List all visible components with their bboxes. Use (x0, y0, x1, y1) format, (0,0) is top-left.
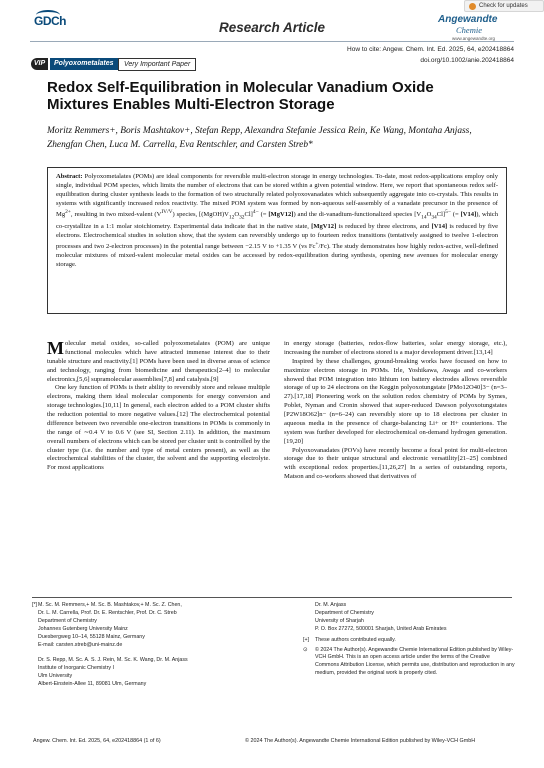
compound-mgv12: [MgV12] (268, 211, 294, 219)
check-updates-label: Check for updates (479, 3, 528, 9)
page-footer-citation: Angew. Chem. Int. Ed. 2025, 64, e202418864 (1 of 6) (33, 738, 161, 744)
abstract-part: ), which co-crystallize in a 1:1 molar stoichiometry. Experimental data indicate that in the native state, (56, 211, 498, 230)
affiliation-line: Dr. M. Anjass (315, 602, 347, 608)
equal-text: These authors contributed equally. (315, 636, 396, 643)
author-list: Moritz Remmers+, Boris Mashtakov+, Stefan Repp, Alexandra Stefanie Jessica Rein, Ke Wang, Montaha Anjass, Zhengfan Chen, Luca M. Carrella, Eva Rentschler, and Carsten Streb* (47, 126, 472, 150)
body-paragraph: One key function of POMs is their ability to reversibly store and release multiple electrons, making them ideal molecular components for energy conversion and storage technologies.[10,11] In general, each electron added to a POM cluster shifts the reduction potential to more negative values.[12] The electrochemical potential difference between two reversible one-electron transitions in POMs is commonly in the range of ∼0.4 V to 0.6 V (see SI, Section 2.11). In addition, the maximum overall numbers of electrons which can be stored per cluster unit is controlled by the cluster type (i.e. the number and type of metal centers present), as well as the electrochemical stabilities of the cluster, the solvent and the supporting electrolyte. For most applications (47, 384, 270, 472)
compound-v14: [V14] (431, 222, 448, 230)
body-paragraph: Polyoxovanadates (POVs) have recently become a focal point for multi-electron storage due to their unique structural and electronic versatility[21–25] combined with exceptional redox properties.[11,26,27] In a series of outstanding reports, Matson and co-workers showed that derivatives of (284, 446, 507, 481)
spacer (38, 649, 288, 657)
paragraph-text: olecular metal oxides, so-called polyoxometalates (POM) are unique functional molecules which have attracted immense interest due to their tunable structure and reactivity.[1] POMs have been used in diverse areas of science and technology, ranging from biomedicine and therapeutics[2–4] to molecular electronics,[5,6] supramolecular assemblies[7,8] and catalysis.[9] (47, 340, 270, 383)
abstract-part: /Fc). The study demonstrates how highly redox-active, well-defined molecular mixtures of mixed-valent molecular metal oxides can be accessed by redox-equilibration during synthesis, opening new avenues for molecular energy storage. (56, 243, 499, 269)
affiliation-line: Duesbergweg 10–14, 55128 Mainz, Germany (38, 633, 145, 640)
abstract-part: is reduced by five electrons. Electrochemical studies in solution show, that the system can reversibly undergo up to fourteen redox transitions (tentatively assigned to twelve 1-electron processes and two 2-electron processes) in the potential range between −2.15 V to +1.35 V (vs Fc (56, 222, 499, 251)
doi-link[interactable]: doi.org/10.1002/anie.202418864 (420, 57, 514, 64)
affiliation-line: Department of Chemistry (315, 609, 374, 616)
abstract-text: Abstract: Polyoxometalates (POMs) are ideal components for reversible multi-electron storage in energy technologies. To-date, most redox-applications employ only single, individual POM species, which limits the number of electrons that can be stored within a given potential window. Here, we report that spontaneous redox self-equilibration during cluster synthesis leads to the formation of two structurally related polyoxovanadates which subsequently aggregate into co-crystals. This results in systems with significantly increased redox reactivity. The mixed POM system was formed by non-aqueous self-assembly of a vanadate precursor in the presence of $Mg^{2+}$, resulting in two mixed-valent $(V^{IV/V})$ species, $[(MgOH)V_{12}O_{32}Cl]^{4-}$ (= [MgV12]) and the di-vanadium-functionalized species $[V_{14}O_{34}Cl]^{5-}$ (= [V14]), which co-crystallize in a 1:1 molar stoichiometry. Experimental data indicate that in the native state, [MgV12] is reduced by three electrons, and [V14] is reduced by five electrons. Electrochemical studies in solution show, that the system can reversibly undergo up to fourteen redox transitions (tentatively assigned to twelve 1-electron processes and two 2-electron processes) in the potential range between −2.15 V to +1.35 V (vs Fc+/Fc). The study demonstrates how highly redox-active, well-defined molecular mixtures of mixed-valent molecular metal oxides can be accessed by redox-equilibration during synthesis, opening new avenues for molecular energy storage. (56, 173, 499, 269)
affiliation-line: Dr. S. Repp, M. Sc. A. S. J. Rein, M. Sc. K. Wang, Dr. M. Anjass (38, 657, 188, 664)
section-tag: Polyoxometalates (50, 58, 118, 70)
abstract-part: (= (450, 211, 461, 219)
section-header-title: Research Article (218, 20, 326, 35)
equal-marker: [+] (303, 636, 310, 643)
journal-brand: Angewandte (438, 14, 498, 25)
drop-cap: M (47, 338, 64, 358)
body-column-right (284, 340, 507, 482)
affiliations-right (303, 602, 515, 678)
license-note (303, 646, 515, 679)
compound-v14: [V14] (460, 211, 477, 219)
abstract-part: ) species, [(MgOH)V (172, 211, 229, 219)
open-access-icon: ⊙ (303, 646, 308, 653)
affiliation-line: Department of Chemistry (38, 617, 97, 624)
body-paragraph (47, 340, 270, 384)
compound-mgv12: [MgV12] (311, 222, 337, 230)
footnote-divider (32, 597, 512, 598)
header-divider (30, 41, 514, 42)
email-link[interactable]: E-mail: carsten.streb@uni-mainz.de (38, 641, 123, 648)
abstract-part: Cl] (244, 211, 253, 219)
equal-contribution-note (303, 636, 515, 645)
abstract-part: is reduced by three electrons, and (336, 222, 432, 230)
important-paper-tag: Very Important Paper (118, 58, 196, 71)
journal-subbrand: Chemie (456, 25, 482, 35)
body-paragraph: in energy storage (batteries, redox-flow batteries, solar energy storage, etc.), increasing the number of electrons stored is a major development driver.[13,14] (284, 340, 507, 356)
affiliation-line: University of Sharjah (315, 617, 364, 624)
abstract-label: Abstract: (56, 173, 83, 180)
gdch-logo: GDCh (34, 14, 66, 28)
body-column-left (47, 340, 270, 473)
affiliation-line: Ulm University (38, 673, 73, 680)
check-for-updates-button[interactable] (464, 0, 544, 12)
abstract-part: (= (258, 211, 269, 219)
vip-badge: VIP (31, 58, 48, 70)
affiliation-line: Johannes Gutenberg University Mainz (38, 625, 128, 632)
affiliation-line: Institute of Inorganic Chemistry I (38, 665, 114, 672)
footnote-marker: [*] (32, 602, 38, 608)
crossmark-icon (469, 3, 476, 10)
article-title: Redox Self-Equilibration in Molecular Vanadium Oxide Mixtures Enables Multi-Electron Storage (47, 79, 434, 113)
abstract-part: Cl] (436, 211, 446, 219)
affiliation-line: P. O. Box 27272, 500001 Sharjah, United Arab Emirates (315, 625, 447, 632)
abstract-part: Polyoxometalates (POMs) are ideal components for reversible multi-electron storage in energy technologies. To-date, most redox-applications employ only single, individual POM species, which limits the number of electrons that can be stored within a given potential window. Here, we report that spontaneous redox self-equilibration during cluster synthesis leads to the formation of two structurally related polyoxovanadates which subsequently aggregate into co-crystals. This results in systems with significantly increased redox reactivity. The mixed POM system was formed by non-aqueous self-assembly of a vanadate precursor in the presence of Mg (56, 173, 498, 219)
affiliation-line: Albert-Einstein-Allee 11, 89081 Ulm, Germany (38, 681, 147, 688)
citation-line: How to cite: Angew. Chem. Int. Ed. 2025, 64, e202418864 (347, 46, 514, 53)
affiliation-line: Dr. L. M. Carrella, Prof. Dr. E. Rentschler, Prof. Dr. C. Streb (38, 609, 177, 616)
page-footer-copyright: © 2024 The Author(s). Angewandte Chemie International Edition published by Wiley-VCH GmbH (245, 738, 476, 744)
body-paragraph: Inspired by these challenges, ground-breaking works have focused on how to maximize electron storage in POMs. Irle, Yoshikawa, Awaga and co-workers showed that POM integration into lithium ion battery electrodes allows reversible storage of up to 24 electrons on the Keggin polyoxotungstate [PMo12O40]3− (n=3–27).[17,18] Pioneering work on the solution redox chemistry of POMs by Symes, Poblet, Nyman and Cronin showed that super-reduced Dawson polyoxotungstates [P2W18O62]n− (n=6–24) can reversibly store up to 18 electrons per cluster in aqueous media in the presence of charge-balancing Li+ or H+ counterions. The system was further developed for electrochemical on-demand hydrogen generation.[19,20] (284, 357, 507, 445)
abstract-part: , resulting in two mixed-valent (V (70, 211, 162, 219)
abstract-box (47, 167, 507, 314)
affiliations-left (32, 602, 288, 689)
journal-url[interactable]: www.angewandte.org (452, 36, 496, 41)
abstract-part: ) and the di-vanadium-functionalized species [V (293, 211, 422, 219)
license-text: © 2024 The Author(s). Angewandte Chemie International Edition published by Wiley-VCH GmbH. This is an open access article under the terms of the Creative Commons Attribution License, which permits use, distribution and reproduction in any medium, provided the original work is properly cited. (315, 646, 515, 677)
affiliation-line: M. Sc. M. Remmers,+ M. Sc. B. Mashtakov,+ M. Sc. Z. Chen, (38, 602, 182, 608)
